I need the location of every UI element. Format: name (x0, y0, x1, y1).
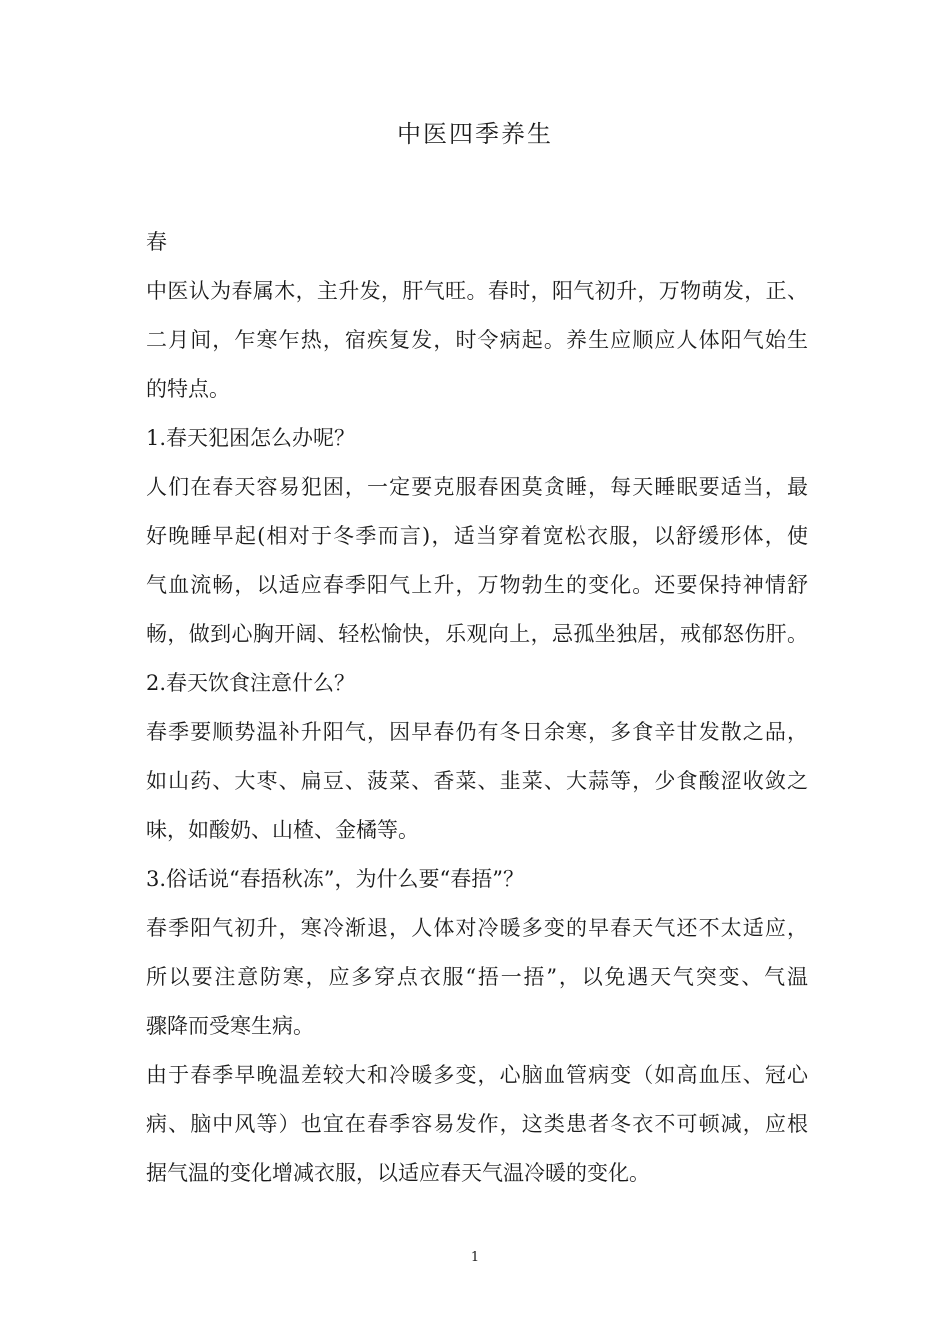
paragraph-line: 中医认为春属木，主升发，肝气旺。春时，阳气初升，万物萌发，正、 (146, 279, 808, 303)
paragraph-line: 味，如酸奶、山楂、金橘等。 (146, 818, 419, 842)
paragraph-line: 由于春季早晚温差较大和冷暖多变，心脑血管病变（如高血压、冠心 (146, 1063, 808, 1087)
document-body (146, 218, 808, 1198)
paragraph-line: 气血流畅，以适应春季阳气上升，万物勃生的变化。还要保持神情舒 (146, 573, 808, 597)
question-heading: 1.春天犯困怎么办呢？ (146, 426, 356, 450)
paragraph-line: 人们在春天容易犯困，一定要克服春困莫贪睡，每天睡眠要适当，最 (146, 475, 808, 499)
question-heading: 3.俗话说“春捂秋冻”，为什么要“春捂”？ (146, 867, 524, 891)
paragraph-line: 据气温的变化增减衣服，以适应春天气温冷暖的变化。 (146, 1161, 650, 1185)
paragraph-line: 的特点。 (146, 377, 230, 401)
paragraph-line: 如山药、大枣、扁豆、菠菜、香菜、韭菜、大蒜等，少食酸涩收敛之 (146, 769, 808, 793)
section-heading: 春 (146, 230, 167, 254)
paragraph-line: 畅，做到心胸开阔、轻松愉快，乐观向上，忌孤坐独居，戒郁怒伤肝。 (146, 622, 808, 646)
page-number: 1 (470, 1250, 480, 1265)
paragraph-line: 好晚睡早起(相对于冬季而言)，适当穿着宽松衣服，以舒缓形体，使 (146, 524, 808, 548)
paragraph-line: 病、脑中风等）也宜在春季容易发作，这类患者冬衣不可顿减，应根 (146, 1112, 808, 1136)
paragraph-line: 春季要顺势温补升阳气，因早春仍有冬日余寒，多食辛甘发散之品， (146, 720, 808, 744)
question-heading: 2.春天饮食注意什么？ (146, 671, 356, 695)
paragraph-line: 春季阳气初升，寒冷渐退，人体对冷暖多变的早春天气还不太适应， (146, 916, 808, 940)
paragraph-line: 二月间，乍寒乍热，宿疾复发，时令病起。养生应顺应人体阳气始生 (146, 328, 808, 352)
document-title: 中医四季养生 (397, 120, 553, 148)
paragraph-line: 所以要注意防寒，应多穿点衣服“捂一捂”，以免遇天气突变、气温 (146, 965, 808, 989)
paragraph-line: 骤降而受寒生病。 (146, 1014, 314, 1038)
